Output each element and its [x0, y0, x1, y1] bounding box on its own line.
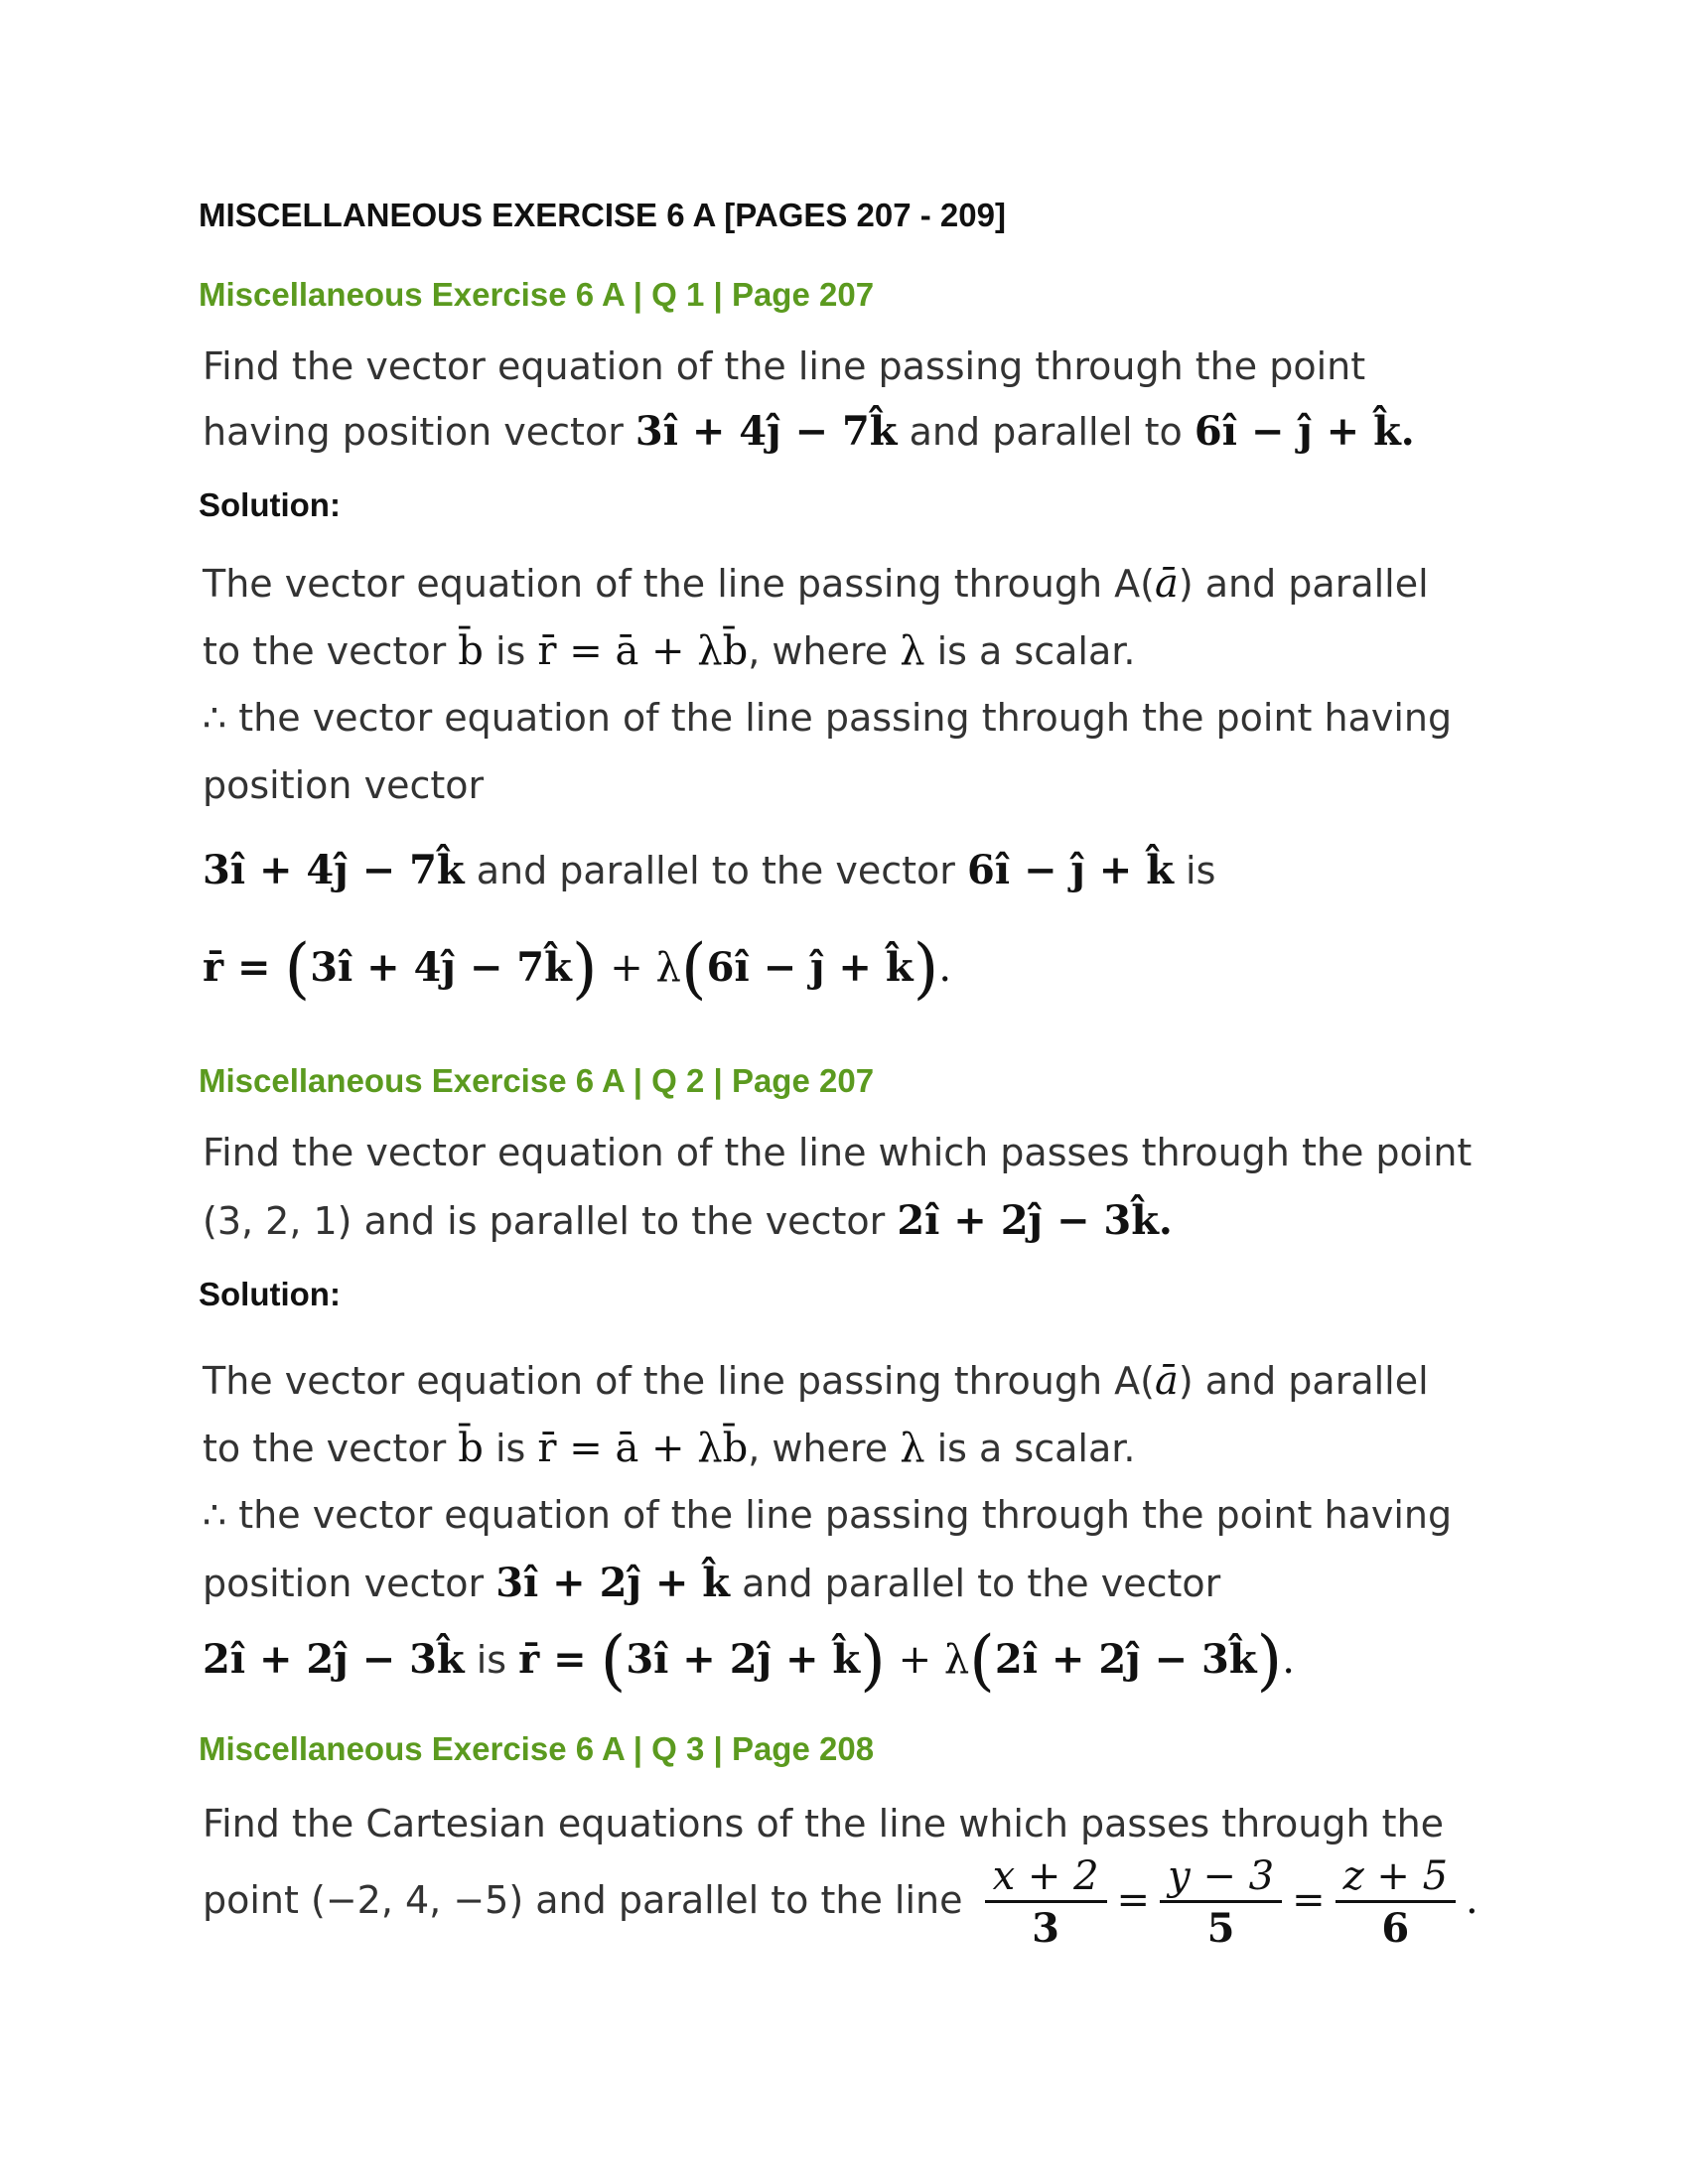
q2-text: is [464, 1638, 519, 1682]
q1-lambda: λ [900, 628, 925, 674]
q1-solution-line-4: position vector [203, 763, 485, 807]
question-heading-q2[interactable]: Miscellaneous Exercise 6 A | Q 2 | Page 207 [199, 1062, 875, 1099]
fraction-z [1336, 1853, 1456, 1952]
q3-period: . [1466, 1877, 1478, 1923]
q2-solution-line-3: ∴ the vector equation of the line passing through the point having [203, 1493, 1453, 1537]
q1-vector-b: b̄ [458, 628, 484, 674]
q1-text: is a scalar. [924, 629, 1136, 673]
q1-period: . [938, 945, 952, 991]
q1-solution-line-3: ∴ the vector equation of the line passing through the point having [203, 696, 1453, 740]
q2-solution-line-2 [203, 1426, 1136, 1471]
q1-text: The vector equation of the line passing through A( [203, 562, 1155, 606]
fraction-numerator: x + 2 [985, 1856, 1107, 1903]
q2-lambda: λ [900, 1426, 925, 1471]
right-paren: ) [860, 1622, 886, 1699]
q2-question-line-2 [203, 1197, 1173, 1244]
left-paren: ( [284, 930, 311, 1007]
q1-question-line-2 [203, 408, 1415, 455]
q1-direction-vector: 6î − ĵ + k̂. [1194, 408, 1415, 455]
right-paren: ) [1256, 1622, 1283, 1699]
q2-period: . [1282, 1637, 1296, 1683]
q1-position-vector: 3î + 4ĵ − 7k̂ [203, 847, 465, 893]
q2-vector-a: ā [1154, 1358, 1179, 1404]
q1-text: having position vector [203, 410, 635, 454]
question-heading-q3[interactable]: Miscellaneous Exercise 6 A | Q 3 | Page 208 [199, 1730, 875, 1767]
left-paren: ( [969, 1622, 995, 1699]
solution-label-q2: Solution: [199, 1276, 341, 1312]
q2-text: The vector equation of the line passing through A( [203, 1359, 1155, 1403]
question-heading-q1[interactable]: Miscellaneous Exercise 6 A | Q 1 | Page 207 [199, 276, 875, 313]
right-paren: ) [571, 930, 598, 1007]
q2-r-vector: r̄ = [518, 1636, 601, 1683]
equals-sign: = [1116, 1877, 1151, 1923]
fraction-denominator: 5 [1206, 1905, 1235, 1952]
q3-text: point (−2, 4, −5) and parallel to the line [203, 1878, 975, 1922]
q3-question-line-2 [203, 1853, 1478, 1952]
q1-solution-line-6 [203, 930, 952, 1007]
fraction-x [985, 1853, 1107, 1952]
q1-question-line-1: Find the vector equation of the line passing through the point [203, 344, 1366, 388]
q1-text: is [1173, 849, 1216, 892]
q2-direction-vector: 2î + 2ĵ − 3k̂. [897, 1197, 1173, 1244]
q1-solution-line-5 [203, 847, 1216, 893]
q1-text: , where [748, 629, 901, 673]
solution-label-q1: Solution: [199, 486, 341, 523]
equals-sign: = [1292, 1877, 1326, 1923]
q1-solution-line-1 [203, 561, 1429, 607]
q2-text: ) and parallel [1178, 1359, 1429, 1403]
q1-position-vector: 3î + 4ĵ − 7k̂ [634, 408, 898, 455]
q2-text: (3, 2, 1) and is parallel to the vector [203, 1199, 898, 1243]
right-paren: ) [913, 930, 939, 1007]
q1-answer-direction: 6î − ĵ + k̂ [706, 944, 914, 991]
q2-question-line-1: Find the vector equation of the line which passes through the point [203, 1131, 1473, 1174]
q1-lambda-term: + λ [597, 945, 681, 991]
q1-vector-a: ā [1154, 561, 1179, 607]
fraction-denominator: 6 [1381, 1905, 1410, 1952]
q3-question-line-1: Find the Cartesian equations of the line which passes through the [203, 1802, 1445, 1845]
q2-vector-b: b̄ [458, 1426, 484, 1471]
q1-direction-vector: 6î − ĵ + k̂ [967, 847, 1174, 893]
q2-text: position vector [203, 1562, 496, 1605]
page-title: MISCELLANEOUS EXERCISE 6 A [PAGES 207 - 209] [199, 197, 1006, 233]
left-paren: ( [680, 930, 707, 1007]
q2-solution-line-5 [203, 1622, 1296, 1699]
q2-line-formula: r̄ = ā + λb̄ [537, 1426, 749, 1471]
fraction-numerator: y − 3 [1160, 1856, 1282, 1903]
q1-answer-point: 3î + 4ĵ − 7k̂ [310, 944, 572, 991]
q1-text: and parallel to [897, 410, 1195, 454]
fraction-numerator: z + 5 [1336, 1856, 1456, 1903]
fraction-denominator: 3 [1032, 1905, 1059, 1952]
q2-text: is a scalar. [924, 1427, 1136, 1470]
left-paren: ( [600, 1622, 627, 1699]
q2-solution-line-4 [203, 1560, 1221, 1606]
q2-text: and parallel to the vector [730, 1562, 1221, 1605]
q2-solution-line-1 [203, 1358, 1429, 1404]
q1-r-vector: r̄ = [203, 944, 285, 991]
q1-solution-line-2 [203, 628, 1136, 674]
q2-direction-vector: 2î + 2ĵ − 3k̂ [203, 1636, 465, 1683]
q1-text: is [483, 629, 538, 673]
fraction-y [1160, 1853, 1282, 1952]
q2-answer-direction: 2î + 2ĵ − 3k̂ [994, 1636, 1257, 1683]
q1-text: and parallel to the vector [464, 849, 968, 892]
q1-text: to the vector [203, 629, 459, 673]
q2-answer-point: 3î + 2ĵ + k̂ [626, 1636, 861, 1683]
q2-position-vector: 3î + 2ĵ + k̂ [495, 1560, 730, 1606]
q2-text: to the vector [203, 1427, 459, 1470]
q1-line-formula: r̄ = ā + λb̄ [537, 628, 749, 674]
q2-text: , where [748, 1427, 901, 1470]
q2-lambda-term: + λ [885, 1637, 970, 1683]
q2-text: is [483, 1427, 538, 1470]
q1-text: ) and parallel [1178, 562, 1429, 606]
